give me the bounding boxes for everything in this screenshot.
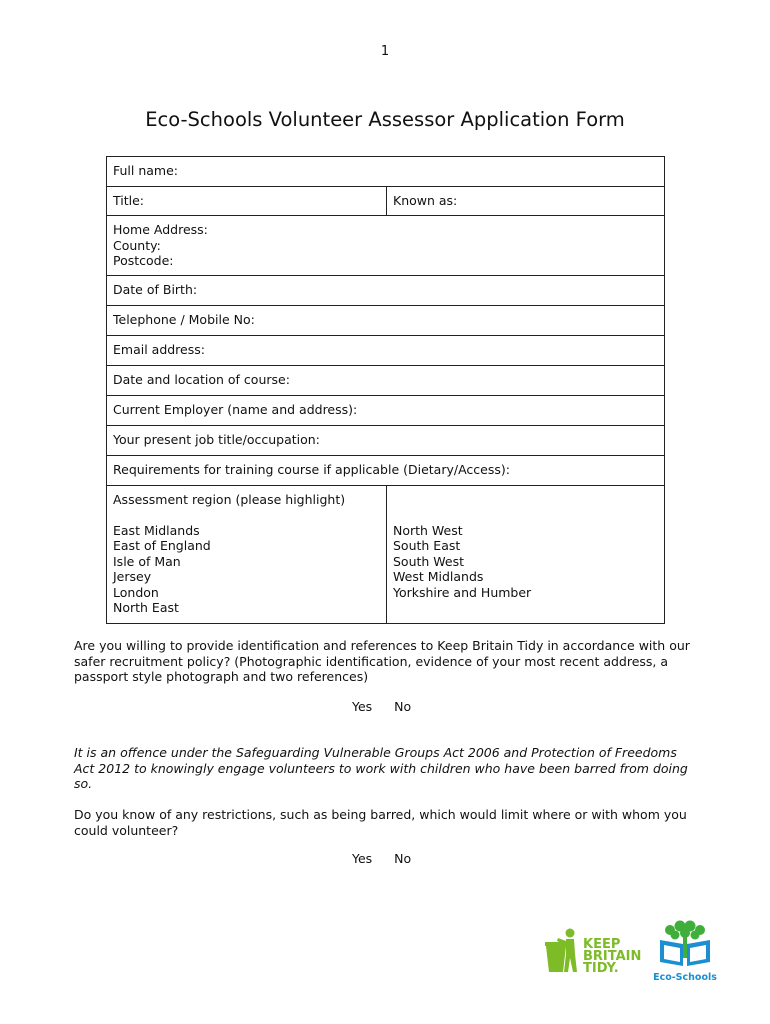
region-option[interactable]: West Midlands [393,569,484,584]
region-option[interactable]: East Midlands [113,522,200,538]
identification-question: Are you willing to provide identification and references to Keep Britain Tidy in accordance with our safer recruitment policy? (Photographic identification, evidence of your most recent address, a passport style photograph and two references) [74,638,690,684]
region-option[interactable]: Isle of Man [113,553,181,569]
telephone-field[interactable]: Telephone / Mobile No: [107,306,665,336]
region-option[interactable]: Yorkshire and Humber [393,584,532,600]
course-field[interactable]: Date and location of course: [107,366,665,396]
yes-option[interactable]: Yes [352,699,373,714]
svg-text:TIDY.: TIDY. [583,961,619,976]
requirements-field[interactable]: Requirements for training course if applicable (Dietary/Access): [107,456,665,486]
region-option[interactable]: East of England [113,538,211,553]
full-name-field[interactable]: Full name: [107,157,665,187]
offence-notice: It is an offence under the Safeguarding Vulnerable Groups Act 2006 and Protection of Freedoms Act 2012 to knowingly engage volunteers to work with children who have been barred from doing so. [74,745,688,791]
logos [544,918,724,988]
no-option[interactable]: No [394,699,412,714]
yes-no-choice-1 [352,699,429,714]
home-address-field[interactable] [107,216,665,276]
job-title-field[interactable]: Your present job title/occupation: [107,426,665,456]
employer-field[interactable]: Current Employer (name and address): [107,396,665,426]
postcode-label: Postcode: [113,253,174,268]
yes-option[interactable]: Yes [352,851,373,866]
page-number: 1 [380,44,390,59]
known-as-field[interactable]: Known as: [387,187,665,216]
application-form-table [106,156,665,624]
home-address-label: Home Address: [113,222,208,237]
region-option[interactable]: North West [393,522,463,538]
keep-britain-tidy-logo [545,929,641,977]
page-title: Eco-Schools Volunteer Assessor Application Form [145,108,625,131]
title-field[interactable]: Title: [107,187,387,216]
region-left-cell [107,486,387,624]
region-right-cell [387,486,665,624]
email-field[interactable]: Email address: [107,336,665,366]
region-option[interactable]: London [113,584,159,600]
date-of-birth-field[interactable]: Date of Birth: [107,276,665,306]
region-option[interactable]: North East [113,600,179,615]
region-option[interactable]: South West [393,553,465,569]
county-label: County: [113,237,161,253]
no-option[interactable]: No [394,851,412,866]
svg-text:KEEP: KEEP [583,937,621,952]
yes-no-choice-2 [352,851,429,866]
region-option[interactable]: South East [393,538,461,553]
svg-text:Eco-Schools: Eco-Schools [653,972,717,983]
restrictions-question: Do you know of any restrictions, such as being barred, which would limit where or with whom you could volunteer? [74,807,687,838]
region-heading: Assessment region (please highlight) [113,492,346,507]
eco-schools-logo [653,921,717,984]
region-option[interactable]: Jersey [113,569,152,584]
svg-text:BRITAIN: BRITAIN [583,949,642,964]
